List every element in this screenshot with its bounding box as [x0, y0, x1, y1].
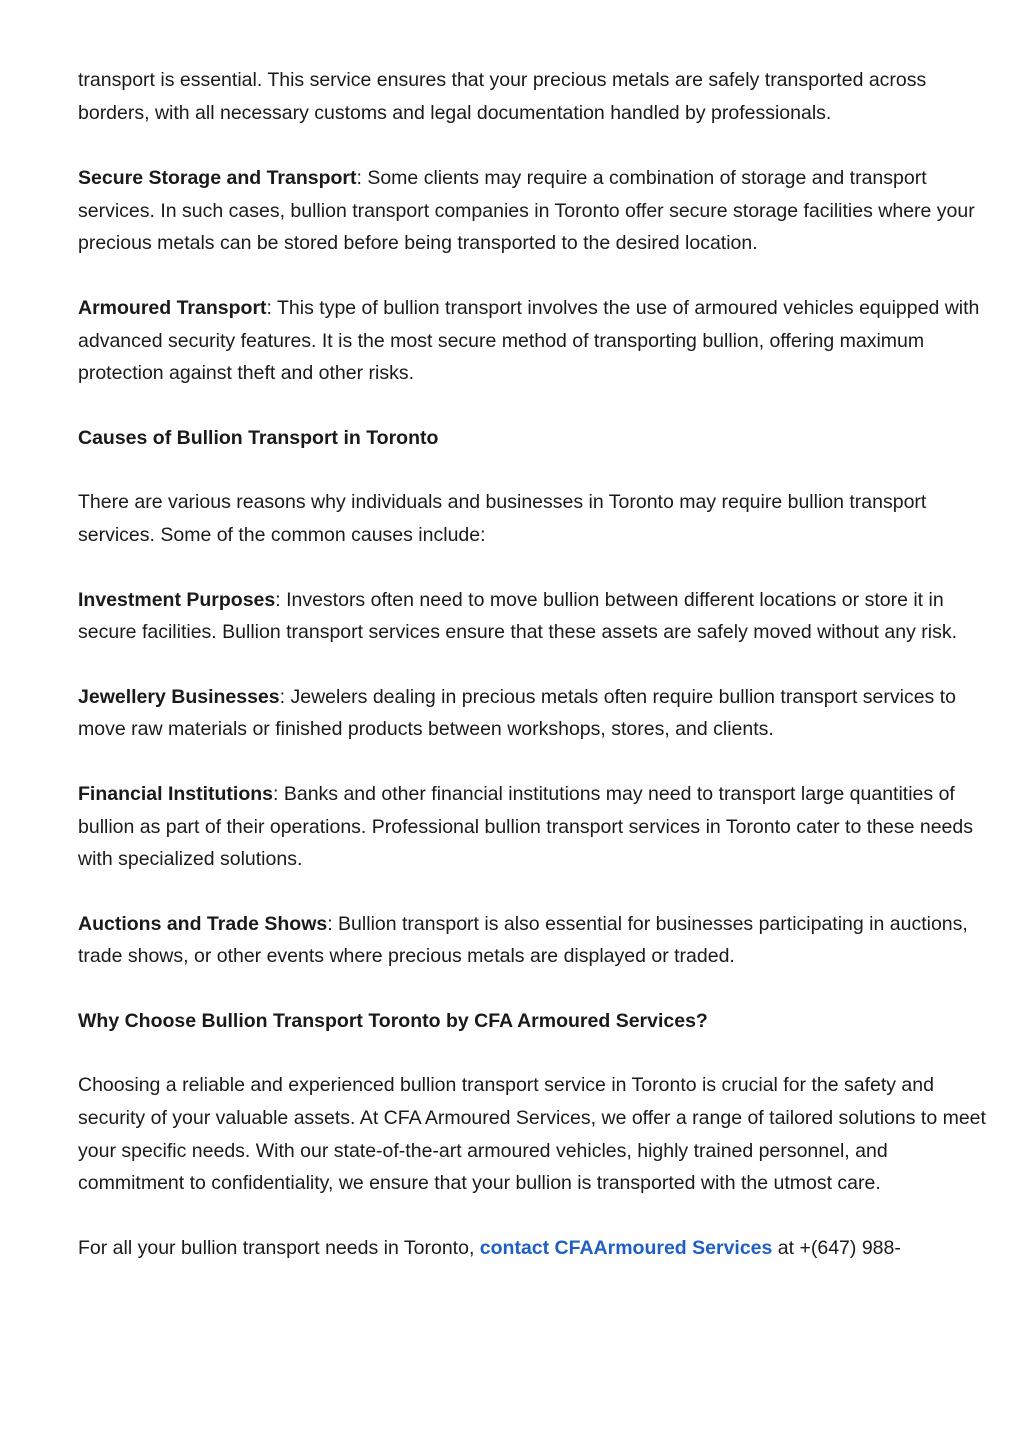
- term-description: : Investors often need to move bullion between different locations or store it in secure facilities. Bullion transport services ensure that these assets are safely moved without any risk.: [78, 588, 957, 644]
- cause-financial-institutions: [78, 778, 988, 876]
- term-label: Investment Purposes: [78, 588, 276, 611]
- term-label: Financial Institutions: [78, 782, 274, 805]
- service-secure-storage: [78, 162, 988, 260]
- closing-text-after: at +(647) 988-: [772, 1236, 901, 1259]
- cause-auctions-trade-shows: [78, 908, 988, 973]
- term-label: Armoured Transport: [78, 296, 267, 319]
- why-choose-paragraph: Choosing a reliable and experienced bullion transport service in Toronto is crucial for the safety and security of your valuable assets. At CFA Armoured Services, we offer a range of tailored solutions to meet your specific needs. With our state-of-the-art armoured vehicles, highly trained personnel, and commitment to confidentiality, we ensure that your bullion is transported with the utmost care.: [78, 1074, 986, 1195]
- term-description: : Some clients may require a combination of storage and transport services. In such cases, bullion transport companies in Toronto offer secure storage facilities where your precious metals can be stored before being transported to the desired location.: [78, 167, 975, 255]
- service-armoured-transport: [78, 292, 988, 390]
- term-description: : Bullion transport is also essential for businesses participating in auctions, trade shows, or other events where precious metals are displayed or traded.: [78, 912, 968, 968]
- closing-text-before: For all your bullion transport needs in Toronto,: [78, 1236, 480, 1259]
- term-description: : This type of bullion transport involves the use of armoured vehicles equipped with advanced security features. It is the most secure method of transporting bullion, offering maximum protection against theft and other risks.: [78, 296, 980, 385]
- contact-link[interactable]: contact CFAArmoured Services: [479, 1236, 773, 1259]
- causes-intro: There are various reasons why individuals and businesses in Toronto may require bullion transport services. Some of the common causes include:: [78, 491, 927, 546]
- intro-paragraph: transport is essential. This service ensures that your precious metals are safely transported across borders, with all necessary customs and legal documentation handled by professionals.: [78, 69, 927, 124]
- closing-paragraph: [78, 1232, 988, 1265]
- term-label: Jewellery Businesses: [78, 685, 280, 708]
- causes-heading: Causes of Bullion Transport in Toronto: [78, 426, 439, 449]
- why-choose-heading: Why Choose Bullion Transport Toronto by CFA Armoured Services?: [78, 1009, 708, 1032]
- cause-jewellery-businesses: [78, 681, 988, 746]
- term-description: : Banks and other financial institutions may need to transport large quantities of bullion as part of their operations. Professional bullion transport services in Toronto cater to these needs with specialized solutions.: [78, 782, 973, 871]
- term-description: : Jewelers dealing in precious metals often require bullion transport services to move raw materials or finished products between workshops, stores, and clients.: [78, 685, 956, 741]
- term-label: Secure Storage and Transport: [78, 167, 357, 190]
- term-label: Auctions and Trade Shows: [78, 912, 328, 935]
- cause-investment-purposes: [78, 584, 988, 649]
- document-body: [78, 64, 988, 1296]
